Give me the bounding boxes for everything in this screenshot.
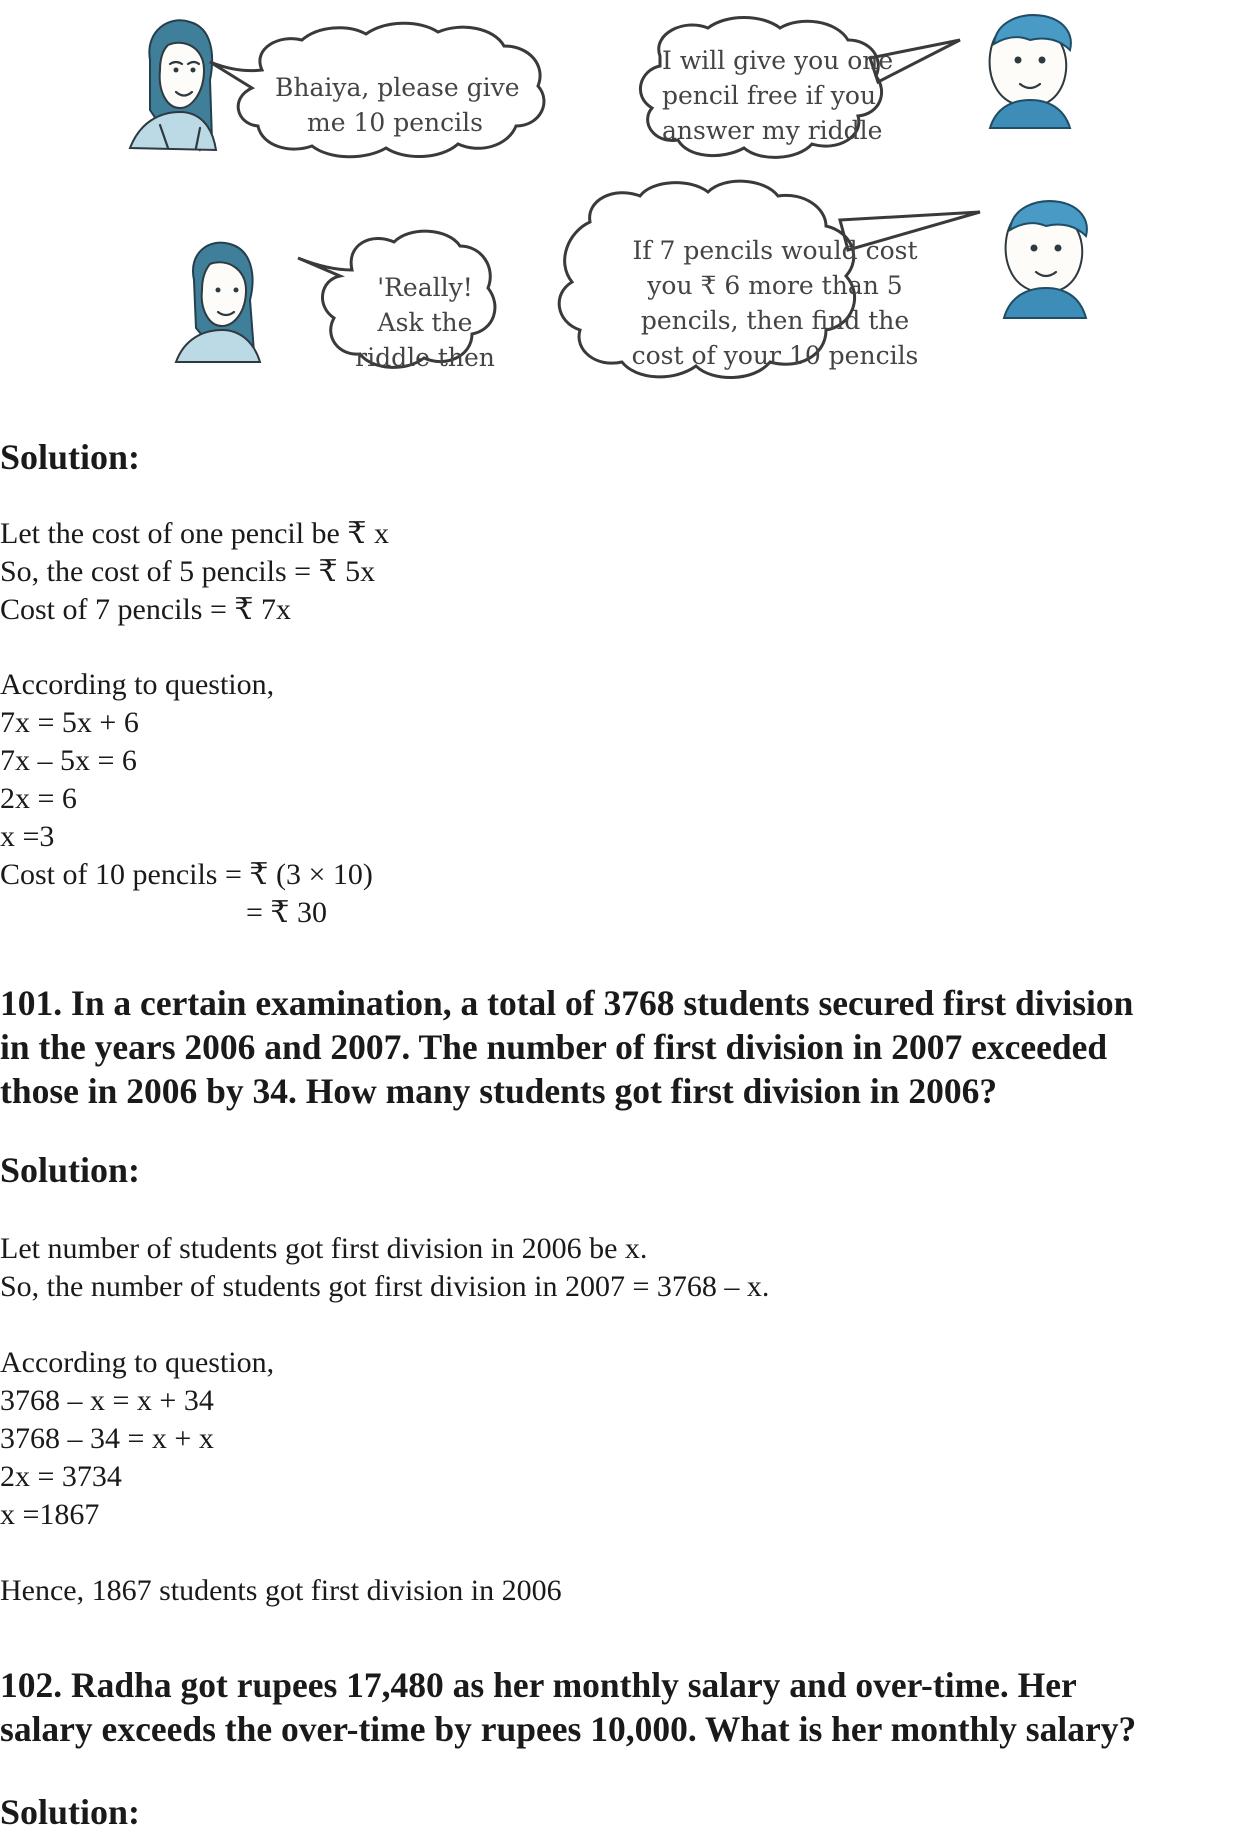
solution-line: 3768 – x = x + 34 [0,1384,214,1417]
solution-working [0,1344,274,1534]
question-101 [0,981,1245,1113]
bubble-line: 'Really! [377,273,473,302]
solution-line: x =3 [0,820,55,853]
solution-line: Cost of 10 pencils = ₹ (3 × 10) [0,858,373,891]
bubble-line: me 10 pencils [307,108,483,137]
solution-line: Cost of 7 pencils = ₹ 7x [0,593,291,626]
solution-line: Let number of students got first division in 2006 be x. [0,1232,648,1265]
boy-character-bottom [1004,201,1087,318]
solution-setup [0,515,389,629]
question-102 [0,1663,1245,1751]
solution-line: So, the cost of 5 pencils = ₹ 5x [0,555,376,588]
solution-line: x =1867 [0,1498,100,1531]
solution-conclusion [0,1572,562,1610]
solution-line: According to question, [0,1346,275,1379]
solution-working [0,666,373,932]
speech-bubble-4-text [610,233,940,373]
question-line: those in 2006 by 34. How many students got first division in 2006? [0,1071,998,1111]
solution-line: 2x = 6 [0,782,77,815]
solution-line: 7x = 5x + 6 [0,706,139,739]
solution-setup [0,1230,769,1306]
bubble-line: answer my riddle [662,116,883,145]
question-line: 102. Radha got rupees 17,480 as her monthly salary and over-time. Her [0,1665,1077,1705]
solution-line: 3768 – 34 = x + x [0,1422,214,1455]
bubble-line: I will give you one [662,46,894,75]
question-line: in the years 2006 and 2007. The number of first division in 2007 exceeded [0,1027,1108,1067]
bubble-line: riddle then [355,343,495,372]
solution-line: 2x = 3734 [0,1460,122,1493]
speech-bubble-2-text [662,43,892,148]
speech-bubble-1-text [275,70,520,140]
girl-character-top [130,20,216,150]
bubble-line: Bhaiya, please give [275,73,520,102]
solution-heading: Solution: [0,437,141,477]
speech-bubble-3-text [345,270,505,375]
question-line: 101. In a certain examination, a total of 3768 students secured first division [0,983,1134,1023]
bubble-line: If 7 pencils would cost [632,236,918,265]
solution-heading: Solution: [0,1150,141,1190]
bubble-line: pencil free if you [662,81,877,110]
solution-line: 7x – 5x = 6 [0,744,137,777]
comic-illustration [0,0,1245,430]
boy-character-top [990,15,1071,128]
bubble-line: you ₹ 6 more than 5 [647,271,903,300]
solution-heading: Solution: [0,1792,141,1832]
question-line: salary exceeds the over-time by rupees 10,000. What is her monthly salary? [0,1709,1137,1749]
bubble-line: Ask the [377,308,473,337]
bubble-line: pencils, then find the [640,306,910,335]
solution-line: = ₹ 30 [246,896,328,929]
bubble-line: cost of your 10 pencils [631,341,919,370]
solution-line: Hence, 1867 students got first division in 2006 [0,1574,562,1607]
solution-line: Let the cost of one pencil be ₹ x [0,517,389,550]
solution-line: According to question, [0,668,275,701]
solution-line: So, the number of students got first division in 2007 = 3768 – x. [0,1270,770,1303]
girl-character-bottom [176,243,260,362]
